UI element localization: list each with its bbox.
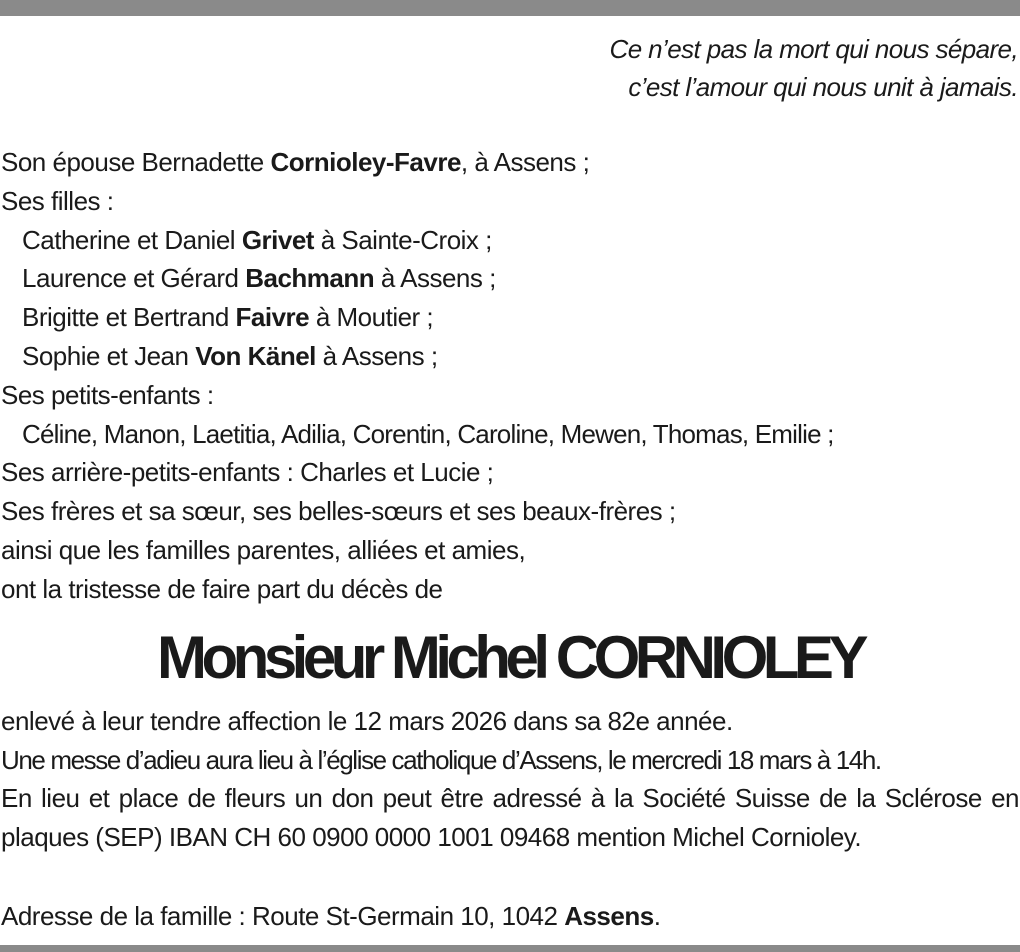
mass-line: Une messe d’adieu aura lieu à l’église catholique d’Assens, le mercredi 18 mars à 14h. [1,745,881,775]
address-end: . [653,901,661,931]
daughters-label: Ses filles : [1,186,114,216]
daughter-text: Brigitte et Bertrand [22,302,236,332]
spouse-name: Cornioley-Favre [270,147,461,177]
address-town: Assens [564,901,654,931]
daughter-text: Laurence et Gérard [22,263,246,293]
grandchildren-list: Céline, Manon, Laetitia, Adilia, Corentin, Caroline, Mewen, Thomas, Emilie ; [22,419,834,449]
spouse-text: Son épouse Bernadette [1,147,271,177]
spouse-place: , à Assens ; [460,147,590,177]
daughter-line [22,302,433,332]
spouse-line [1,147,589,177]
daughter-surname: Von Känel [195,341,316,371]
relatives-line: ainsi que les familles parentes, alliées et amies, [1,535,526,565]
siblings-line: Ses frères et sa sœur, ses belles-sœurs et ses beaux-frères ; [1,496,676,526]
address-line [1,901,660,931]
daughter-line [22,263,496,293]
quote-line-1: Ce n’est pas la mort qui nous sépare, [609,34,1018,64]
daughter-place: à Sainte-Croix ; [313,225,492,255]
epigraph-quote [610,30,1018,106]
bottom-rule [0,945,1020,952]
daughter-line [22,225,492,255]
daughter-text: Catherine et Daniel [22,225,242,255]
daughter-place: à Assens ; [374,263,496,293]
address-text: Adresse de la famille : Route St-Germain 10, 1042 [1,901,565,931]
donation-paragraph: En lieu et place de fleurs un don peut être adressé à la Société Suisse de la Sclérose en plaques (SEP) IBAN CH 60 0900 0000 1001 09468 mention Michel Cornioley. [1,783,1019,852]
deceased-name: Monsieur Michel CORNIOLEY [157,624,863,691]
daughter-surname: Bachmann [245,263,375,293]
grandchildren-label: Ses petits-enfants : [1,380,214,410]
great-grandchildren-line: Ses arrière-petits-enfants : Charles et Lucie ; [1,457,494,487]
daughter-line [22,341,438,371]
quote-line-2: c’est l’amour qui nous unit à jamais. [628,72,1018,102]
announce-line: ont la tristesse de faire part du décès de [1,574,443,604]
daughter-place: à Assens ; [315,341,438,371]
daughter-surname: Faivre [235,302,310,332]
daughter-surname: Grivet [241,225,314,255]
daughter-text: Sophie et Jean [22,341,196,371]
passed-line: enlevé à leur tendre affection le 12 mars 2026 dans sa 82e année. [1,706,733,736]
top-rule [0,0,1020,16]
daughter-place: à Moutier ; [309,302,434,332]
